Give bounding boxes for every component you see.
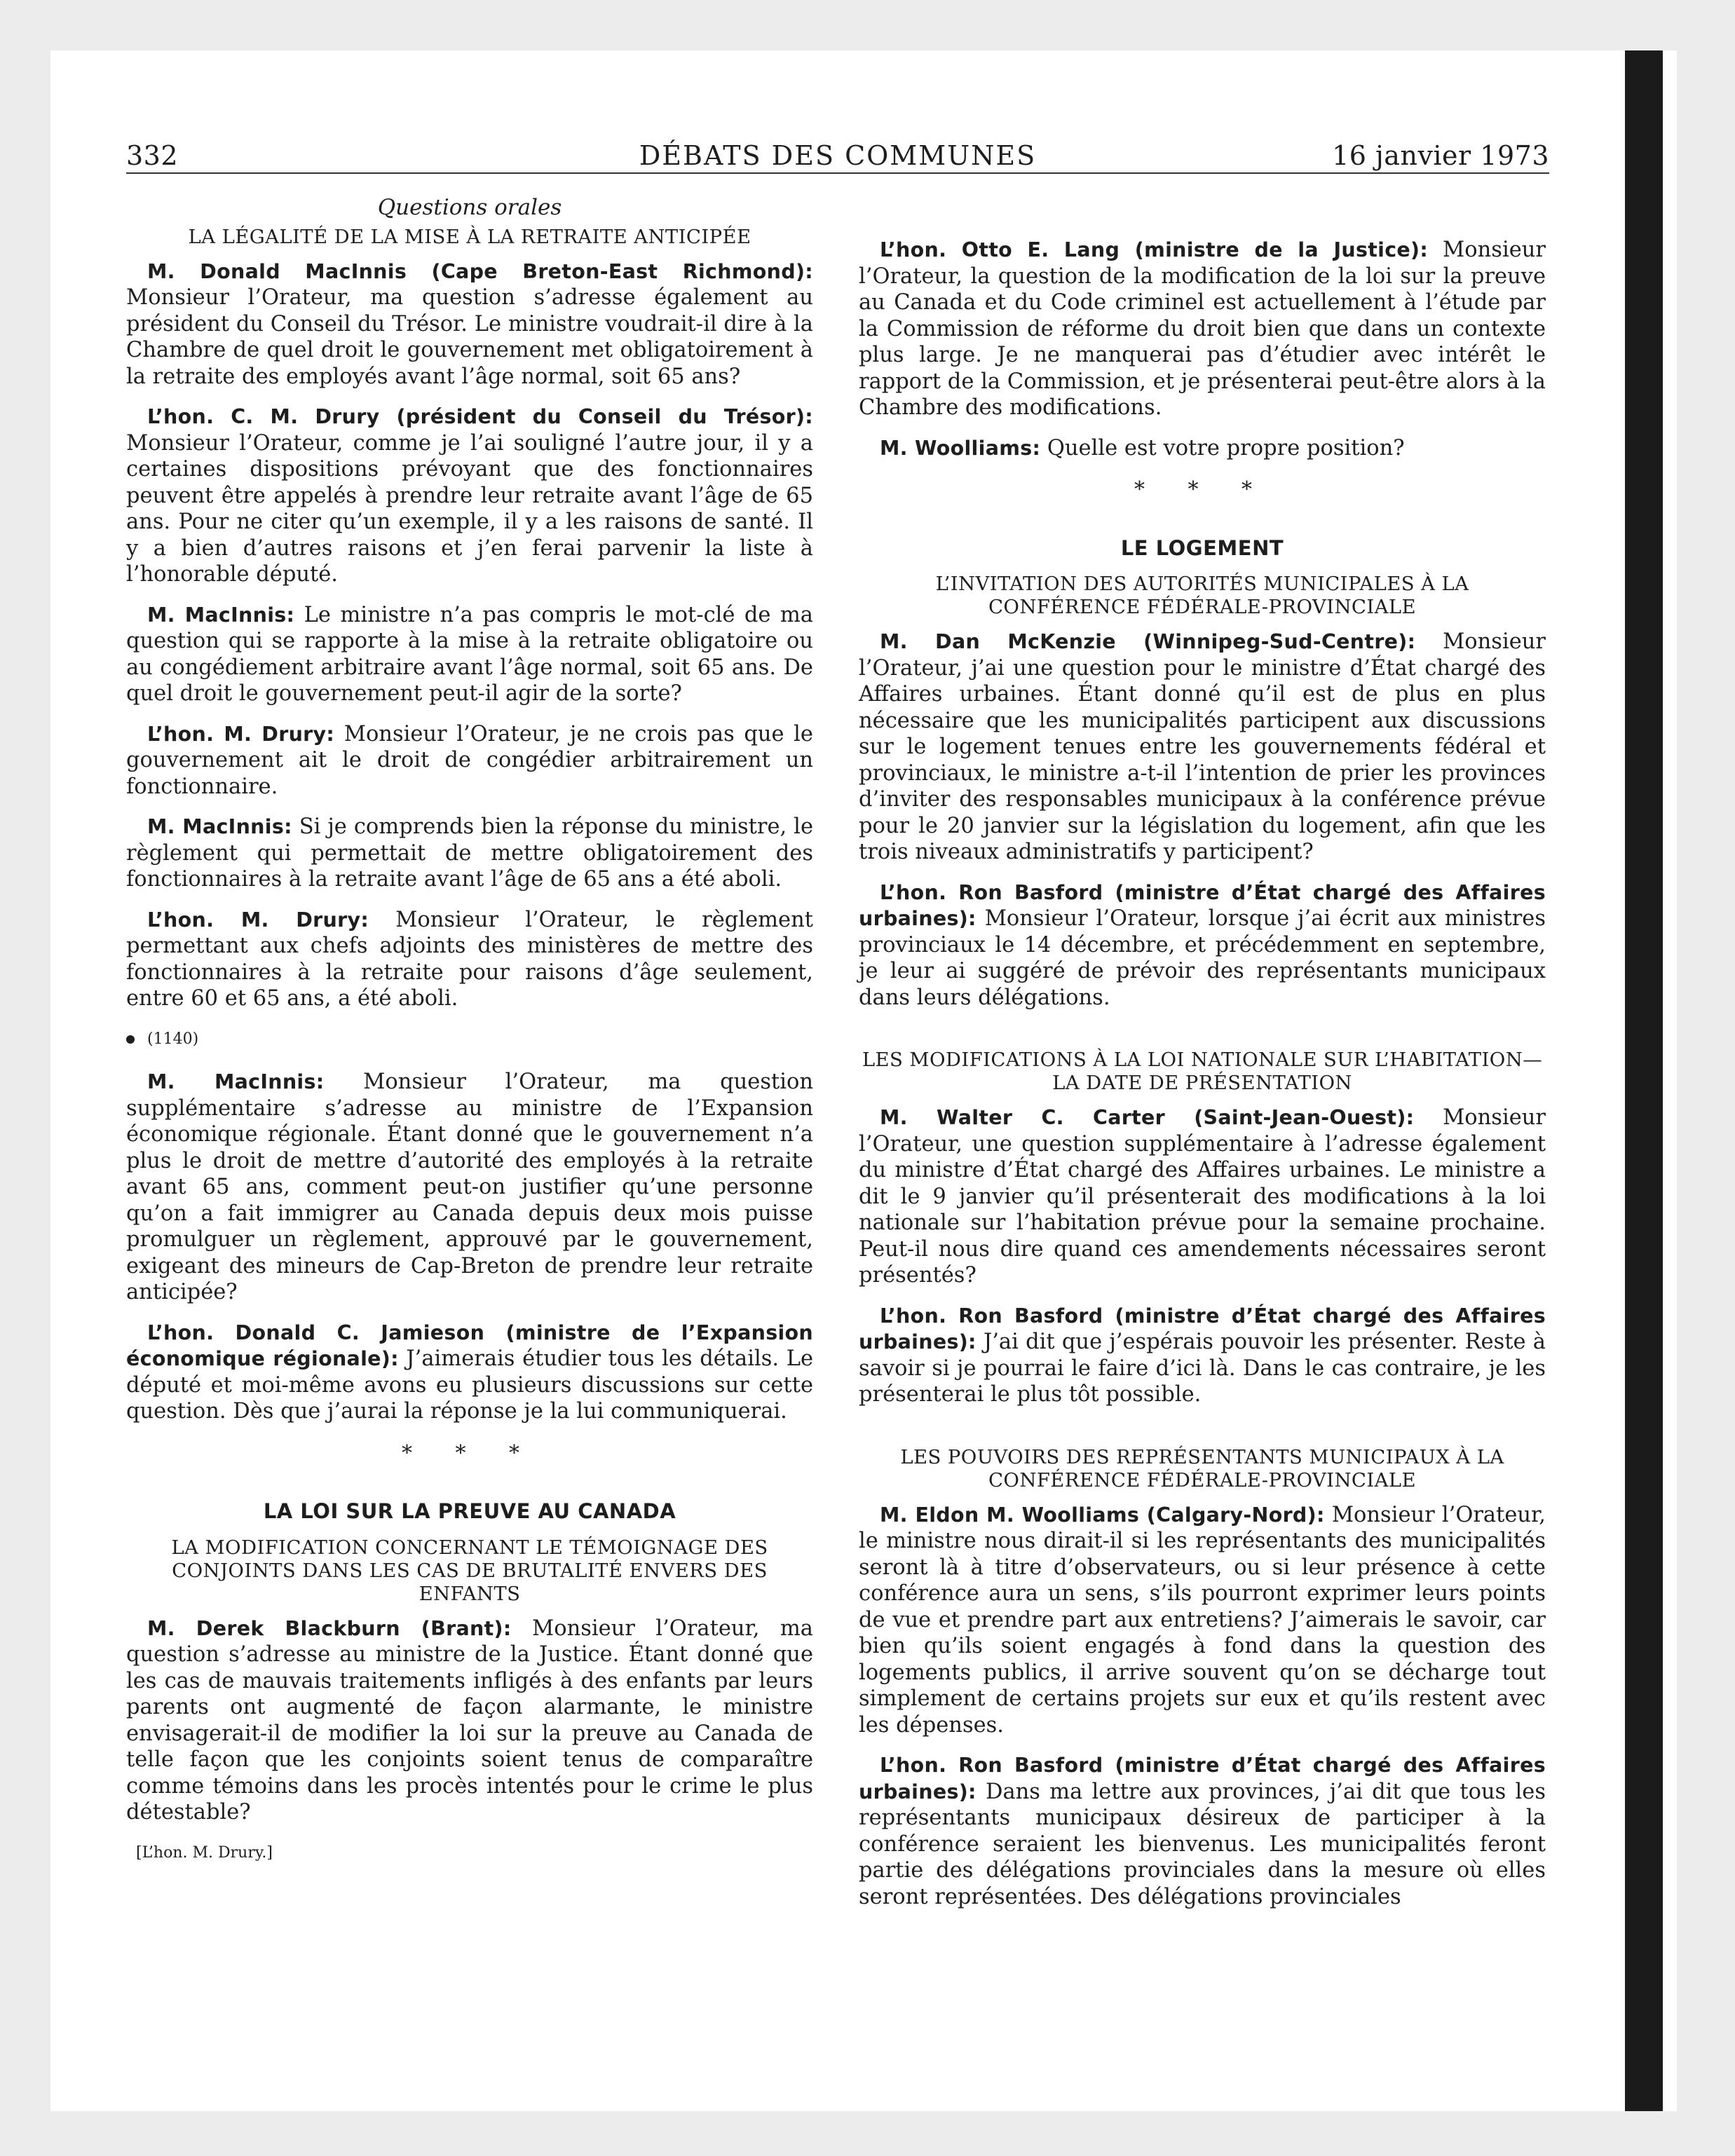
- speaker: M. Dan McKenzie (Winnipeg-Sud-Centre):: [880, 630, 1416, 653]
- subheading: LES POUVOIRS DES REPRÉSENTANTS MUNICIPAUX À LA CONFÉRENCE FÉDÉRALE-PROVINCIALE: [900, 1445, 1504, 1492]
- paragraph: [126, 907, 813, 1012]
- publication-title: DÉBATS DES COMMUNES: [639, 140, 1037, 171]
- speaker: L’hon. M. Drury:: [147, 722, 335, 746]
- section-title: Questions orales: [377, 195, 562, 220]
- speech: J’aimerais étudier tous les détails. Le député et moi-même avons eu plusieurs discussions sur cette question. Dès que j’aurai la réponse je la lui communiquerai.: [126, 1346, 813, 1424]
- speech: Monsieur l’Orateur, comme je l’ai souligné l’autre jour, il y a certaines dispositions prévoyant que des fonctionnaires peuvent être appelés à prendre leur retraite avant l’âge de 65 ans. Pour ne citer qu’un exemple, il y a les raisons de santé. Il y a bien d’autres raisons et j’en ferai parvenir la liste à l’honorable député.: [126, 430, 813, 587]
- section-separator: * * *: [1134, 477, 1271, 502]
- speaker: L’hon. Donald C. Jamieson (ministre de l’Expansion économique régionale):: [126, 1321, 813, 1370]
- page-number: 332: [126, 140, 179, 171]
- paragraph: [126, 1616, 813, 1826]
- speaker: L’hon. M. Drury:: [147, 908, 369, 932]
- paragraph: [126, 1320, 813, 1425]
- speaker: L’hon. Ron Basford (ministre d’État chargé des Affaires urbaines):: [859, 880, 1546, 930]
- speaker: M. MacInnis:: [147, 603, 295, 627]
- paragraph: [859, 435, 1546, 462]
- speaker: M. MacInnis:: [147, 815, 292, 838]
- speaker: M. Derek Blackburn (Brant):: [147, 1616, 512, 1640]
- speech: Monsieur l’Orateur, une question supplémentaire à l’adresse également du ministre d’État chargé des Affaires urbaines. Le ministre a dit le 9 janvier qu’il présenterait des modifications à la loi nationale sur l’habitation prévue pour la semaine prochaine. Peut-il nous dire quand ces amendements nécessaires seront présentés?: [859, 1105, 1546, 1288]
- section-heading: LE LOGEMENT: [1120, 535, 1284, 560]
- paragraph: [126, 259, 813, 390]
- speech: Monsieur l’Orateur, ma question supplémentaire s’adresse au ministre de l’Expansion économique régionale. Étant donné que le gouvernement n’a plus le droit de mettre d’autorité des employés à la retraite avant 65 ans, comment peut-on justifier qu’une personne qu’on a fait immigrer au Canada depuis deux mois puisse promulguer un règlement, approuvé par le gouvernement, exigeant des mineurs de Cap-Breton de prendre leur retraite anticipée?: [126, 1070, 813, 1304]
- speech: J’ai dit que j’espérais pouvoir les présenter. Reste à savoir si je pourrai le faire d’ici là. Dans le cas contraire, je les présenterai le plus tôt possible.: [859, 1330, 1546, 1407]
- speech: Monsieur l’Orateur, lorsque j’ai écrit aux ministres provinciaux le 14 décembre, et précédemment en septembre, je leur ai suggéré de prévoir des représentants municipaux dans leurs délégations.: [859, 906, 1546, 1010]
- speaker: M. Donald MacInnis (Cape Breton-East Richmond):: [147, 259, 813, 283]
- speaker: M. MacInnis:: [147, 1070, 325, 1093]
- right-column: [859, 195, 1546, 1924]
- paragraph: [126, 602, 813, 707]
- subheading: LA LÉGALITÉ DE LA MISE À LA RETRAITE ANTICIPÉE: [188, 225, 751, 248]
- subheading: LES MODIFICATIONS À LA LOI NATIONALE SUR L’HABITATION—LA DATE DE PRÉSENTATION: [862, 1049, 1543, 1094]
- section-separator: * * *: [401, 1440, 538, 1466]
- time-stamp: (1140): [147, 1030, 199, 1048]
- paragraph: [859, 880, 1546, 1011]
- speech: Monsieur l’Orateur, ma question s’adresse également au président du Conseil du Trésor. Le ministre voudrait-il dire à la Chambre de quel droit le gouvernement met obligatoirement à la retraite des employés avant l’âge normal, soit 65 ans?: [126, 285, 813, 389]
- paragraph: [859, 237, 1546, 421]
- paragraph: [859, 1502, 1546, 1739]
- speaker: L’hon. Otto E. Lang (ministre de la Justice):: [880, 238, 1429, 261]
- paragraph: [126, 721, 813, 800]
- footnote: [L’hon. M. Drury.]: [136, 1843, 273, 1862]
- scan-edge-shadow: [1625, 50, 1663, 2111]
- speech: Quelle est votre propre position?: [1040, 435, 1405, 460]
- left-column: [126, 195, 813, 1866]
- speech: Le ministre n’a pas compris le mot-clé de ma question qui se rapporte à la mise à la retraite obligatoire ou au congédiement arbitraire avant l’âge normal, soit 65 ans. De quel droit le gouvernement peut-il agir de la sorte?: [126, 602, 813, 706]
- speech: Monsieur l’Orateur, le règlement permettant aux chefs adjoints des ministères de mettre des fonctionnaires à la retraite pour raisons d’âge seulement, entre 60 et 65 ans, a été aboli.: [126, 907, 813, 1011]
- paragraph: [859, 1303, 1546, 1408]
- speaker: L’hon. C. M. Drury (président du Conseil du Trésor):: [147, 405, 813, 428]
- paragraph: [859, 629, 1546, 866]
- bullet-icon: [126, 1035, 135, 1044]
- paragraph: [126, 1069, 813, 1306]
- time-marker: [126, 1026, 813, 1053]
- spacer: [859, 1025, 1546, 1049]
- speaker: M. Woolliams:: [880, 436, 1041, 460]
- speech: Monsieur l’Orateur, ma question s’adresse au ministre de la Justice. Étant donné que les cas de mauvais traitements infligés à des enfants par leurs parents ont augmenté de façon alarmante, le ministre envisagerait-il de modifier la loi sur la preuve au Canada de telle façon que les conjoints soient tenus de comparaître comme témoins dans les procès intentés pour le crime le plus détestable?: [126, 1616, 813, 1824]
- speaker: M. Walter C. Carter (Saint-Jean-Ouest):: [880, 1106, 1415, 1129]
- speech: Dans ma lettre aux provinces, j’ai dit que tous les représentants municipaux désireux de participer à la conférence seraient les bienvenus. Les municipalités feront partie des délégations provinciales dans la mesure où elles seront représentées. Des délégations provinciales: [859, 1779, 1546, 1909]
- running-header: [126, 137, 1549, 174]
- paragraph: [126, 404, 813, 588]
- section-heading: LA LOI SUR LA PREUVE AU CANADA: [263, 1499, 676, 1523]
- paragraph: [126, 814, 813, 893]
- paragraph: [859, 1752, 1546, 1910]
- speech: Monsieur l’Orateur, le ministre nous dirait-il si les représentants des municipalités seront là à titre d’observateurs, ou si leur présence à cette conférence aura un sens, s’ils pourront exprimer leurs points de vue et prendre part aux entretiens? J’aimerais le savoir, car bien qu’ils soient engagés à fond dans la question des logements publics, il arrive souvent qu’on se décharge tout simplement de certains projets sur eux et qu’ils restent avec les dépenses.: [859, 1502, 1546, 1738]
- spacer: [859, 1422, 1546, 1446]
- subheading: L’INVITATION DES AUTORITÉS MUNICIPALES À LA CONFÉRENCE FÉDÉRALE-PROVINCIALE: [935, 573, 1469, 618]
- speech: Monsieur l’Orateur, la question de la modification de la loi sur la preuve au Canada et du Code criminel est actuellement à l’étude par la Commission de réforme du droit bien que dans un contexte plus large. Je ne manquerai pas d’étudier avec intérêt le rapport de la Commission, et je présenterai peut-être alors à la Chambre des modifications.: [859, 238, 1546, 420]
- issue-date: 16 janvier 1973: [1332, 140, 1549, 171]
- subheading: LA MODIFICATION CONCERNANT LE TÉMOIGNAGE DES CONJOINTS DANS LES CAS DE BRUTALITÉ ENVERS DES ENFANTS: [171, 1536, 768, 1605]
- speaker: L’hon. Ron Basford (ministre d’État chargé des Affaires urbaines):: [859, 1754, 1546, 1803]
- speaker: M. Eldon M. Woolliams (Calgary-Nord):: [880, 1503, 1325, 1527]
- speech: Si je comprends bien la réponse du ministre, le règlement qui permettait de mettre obligatoirement des fonctionnaires à la retraite avant l’âge de 65 ans a été aboli.: [126, 814, 813, 892]
- speech: Monsieur l’Orateur, j’ai une question pour le ministre d’État chargé des Affaires urbaines. Étant donné qu’il est de plus en plus nécessaire que les municipalités participent aux discussions sur le logement tenues entre les gouvernements fédéral et provinciaux, le ministre a-t-il l’intention de prier les provinces d’inviter des responsables municipaux à la conférence prévue pour le 20 janvier sur la législation du logement, afin que les trois niveaux administratifs y participent?: [859, 629, 1546, 864]
- paragraph: [859, 1105, 1546, 1289]
- speaker: L’hon. Ron Basford (ministre d’État chargé des Affaires urbaines):: [859, 1304, 1546, 1353]
- speech: Monsieur l’Orateur, je ne crois pas que le gouvernement ait le droit de congédier arbitrairement un fonctionnaire.: [126, 721, 813, 799]
